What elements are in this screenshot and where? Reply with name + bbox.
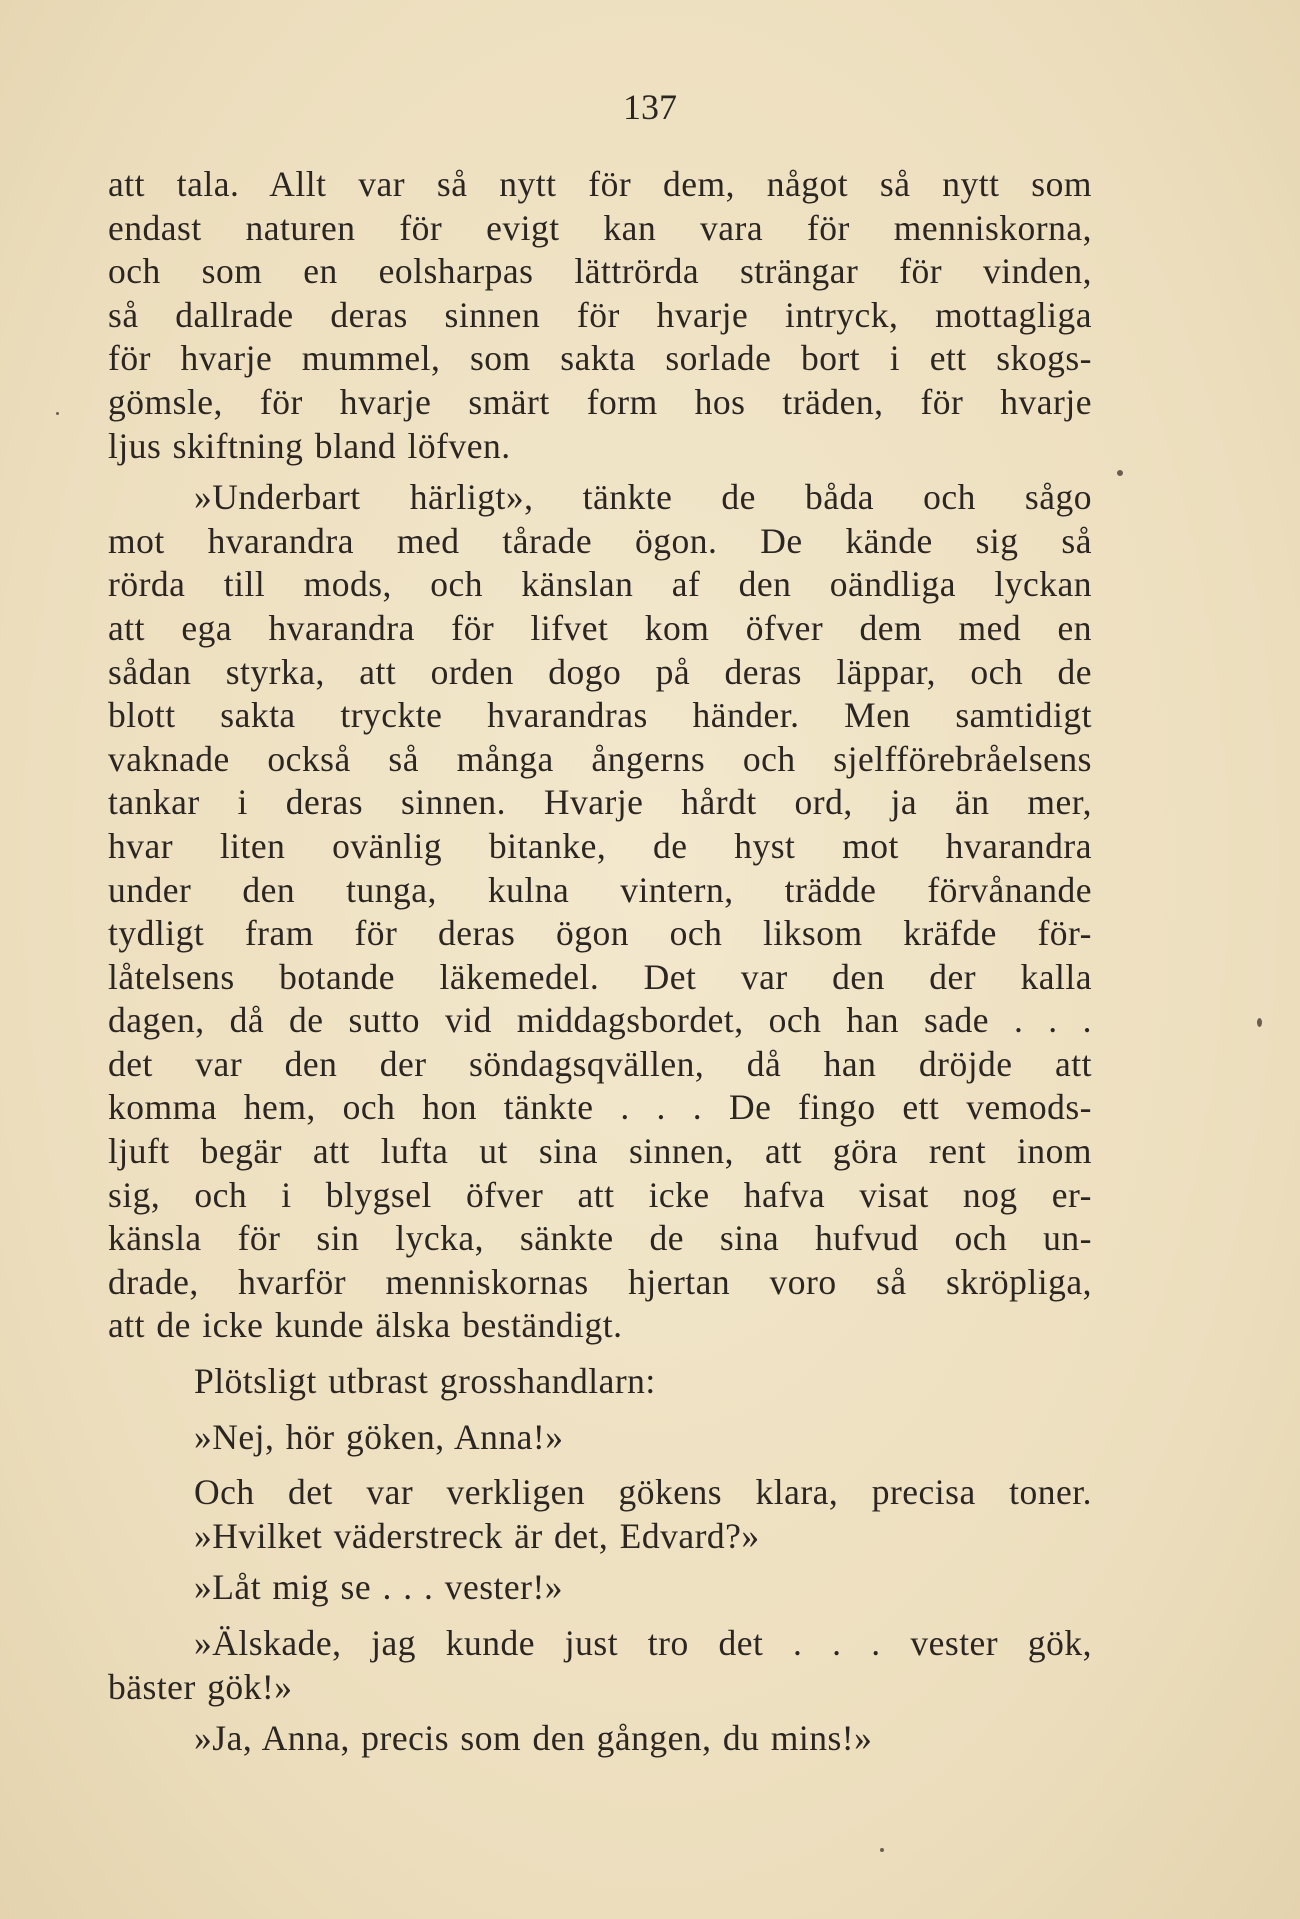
text-line: gömsle, för hvarje smärt form hos träden, för hvarje — [108, 381, 1092, 422]
body-text — [108, 163, 1092, 1761]
paper-speck — [56, 412, 59, 415]
paragraph — [108, 1566, 1092, 1610]
text-line: bäster gök!» — [108, 1666, 293, 1707]
text-line: sådan styrka, att orden dogo på deras läppar, och de — [108, 651, 1092, 692]
text-line: känsla för sin lycka, sänkte de sina hufvud och un- — [108, 1218, 1092, 1259]
text-line: låtelsens botande läkemedel. Det var den der kalla — [108, 956, 1092, 997]
text-line: så dallrade deras sinnen för hvarje intryck, mottagliga — [108, 294, 1092, 335]
text-line: Och det var verkligen gökens klara, precisa toner. — [194, 1472, 1092, 1513]
paragraph — [108, 1622, 1092, 1709]
text-line: hvar liten ovänlig bitanke, de hyst mot hvarandra — [108, 825, 1092, 866]
paragraph — [108, 1416, 1092, 1460]
text-line: att ega hvarandra för lifvet kom öfver dem med en — [108, 607, 1092, 648]
text-line: »Underbart härligt», tänkte de båda och sågo — [194, 477, 1092, 518]
text-line: för hvarje mummel, som sakta sorlade bort i ett skogs- — [108, 338, 1092, 379]
text-line: det var den der söndagsqvällen, då han dröjde att — [108, 1043, 1092, 1084]
text-line: »Låt mig se . . . vester!» — [194, 1567, 564, 1608]
text-line: ljus skiftning bland löfven. — [108, 425, 511, 466]
text-line: dagen, då de sutto vid middagsbordet, och han sade . . . — [108, 1000, 1092, 1041]
text-line: att de icke kunde älska beständigt. — [108, 1305, 623, 1346]
paragraph — [108, 1717, 1092, 1761]
text-line: blott sakta tryckte hvarandras händer. Men samtidigt — [108, 695, 1092, 736]
text-line: och som en eolsharpas lättrörda strängar för vinden, — [108, 251, 1092, 292]
text-line: »Nej, hör göken, Anna!» — [194, 1416, 564, 1457]
paragraph — [108, 1471, 1092, 1515]
text-line: vaknade också så många ångerns och sjelfförebråelsens — [108, 738, 1092, 779]
paper-speck — [880, 1848, 884, 1852]
text-line: »Hvilket väderstreck är det, Edvard?» — [194, 1515, 760, 1556]
paper-speck — [1257, 1018, 1262, 1027]
text-line: sig, och i blygsel öfver att icke hafva visat nog er- — [108, 1174, 1092, 1215]
paragraph — [108, 476, 1092, 1348]
text-line: endast naturen för evigt kan vara för menniskorna, — [108, 207, 1092, 248]
paragraph — [108, 1515, 1092, 1559]
text-line: tydligt fram för deras ögon och liksom kräfde för- — [108, 913, 1092, 954]
text-line: komma hem, och hon tänkte . . . De fingo ett vemods- — [108, 1087, 1092, 1128]
text-line: Plötsligt utbrast grosshandlarn: — [194, 1361, 656, 1402]
paragraph — [108, 163, 1092, 468]
text-line: att tala. Allt var så nytt för dem, något så nytt som — [108, 164, 1092, 204]
page-number: 137 — [623, 87, 677, 127]
text-line: mot hvarandra med tårade ögon. De kände sig så — [108, 520, 1092, 561]
text-line: »Ja, Anna, precis som den gången, du mins!» — [194, 1718, 873, 1759]
text-line: tankar i deras sinnen. Hvarje hårdt ord, ja än mer, — [108, 782, 1092, 823]
text-line: rörda till mods, och känslan af den oändliga lyckan — [108, 564, 1092, 605]
text-line: »Älskade, jag kunde just tro det . . . vester gök, — [194, 1623, 1092, 1663]
text-line: ljuft begär att lufta ut sina sinnen, att göra rent inom — [108, 1131, 1092, 1172]
text-line: under den tunga, kulna vintern, trädde förvånande — [108, 869, 1092, 910]
paragraph — [108, 1360, 1092, 1404]
paper-speck — [1117, 470, 1123, 476]
text-line: drade, hvarför menniskornas hjertan voro så skröpliga, — [108, 1261, 1092, 1302]
